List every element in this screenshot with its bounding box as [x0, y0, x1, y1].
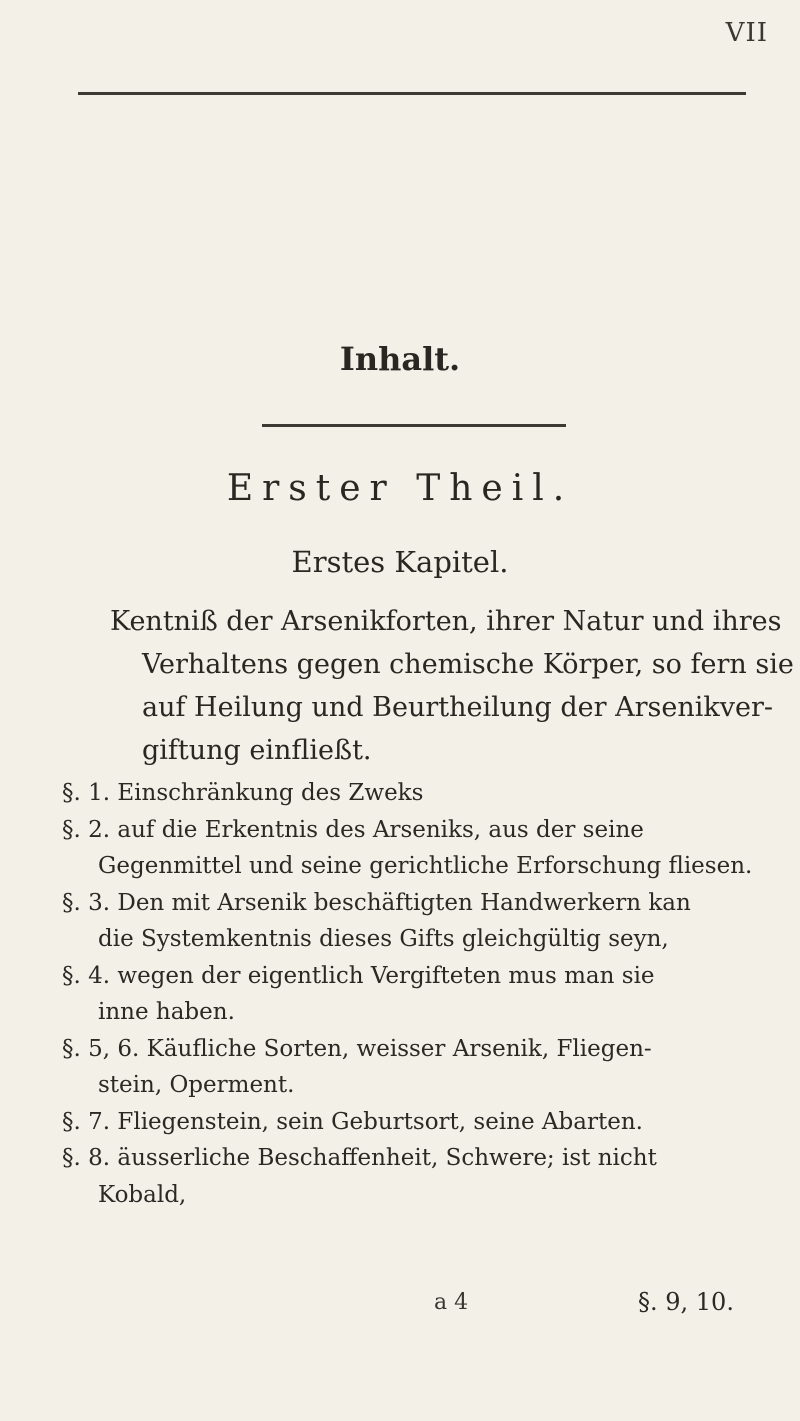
chapter-title: Erstes Kapitel.: [291, 545, 509, 579]
summary-line: giftung einfließt.: [142, 735, 372, 766]
toc-entry-continuation: Kobald,: [98, 1181, 187, 1208]
toc-entry: §. 4. wegen der eigentlich Vergifteten mus man sie: [62, 962, 655, 989]
table-of-contents: [62, 775, 762, 1213]
heading-rule: [262, 424, 566, 427]
part-title: Erster Theil.: [226, 468, 574, 509]
catchword: §. 9, 10.: [638, 1288, 734, 1316]
toc-entry: §. 2. auf die Erkentnis des Arseniks, aus der seine: [62, 816, 644, 843]
toc-entry-continuation: die Systemkentnis dieses Gifts gleichgültig seyn,: [98, 926, 669, 952]
toc-entry: §. 8. äusserliche Beschaffenheit, Schwere; ist nicht: [62, 1145, 657, 1171]
toc-entry-continuation: stein, Operment.: [98, 1072, 295, 1098]
top-rule: [78, 92, 746, 95]
contents-heading: Inhalt.: [339, 340, 461, 378]
toc-entry-continuation: inne haben.: [98, 999, 235, 1025]
summary-line: auf Heilung und Beurtheilung der Arsenikver-: [142, 692, 774, 723]
summary-line: Kentniß der Arsenikforten, ihrer Natur und ihres: [110, 606, 782, 637]
chapter-summary: [110, 600, 794, 772]
toc-entry-continuation: Gegenmittel und seine gerichtliche Erforschung fliesen.: [98, 853, 753, 879]
toc-entry: §. 5, 6. Käufliche Sorten, weisser Arsenik, Fliegen-: [62, 1035, 652, 1062]
summary-line: Verhaltens gegen chemische Körper, so fern sie: [142, 649, 794, 680]
toc-entry: §. 7. Fliegenstein, sein Geburtsort, seine Abarten.: [62, 1108, 643, 1135]
toc-entry: §. 3. Den mit Arsenik beschäftigten Handwerkern kan: [62, 889, 691, 916]
signature-mark: a 4: [434, 1290, 469, 1315]
page-number: VII: [725, 18, 768, 48]
toc-entry: §. 1. Einschränkung des Zweks: [62, 780, 424, 806]
